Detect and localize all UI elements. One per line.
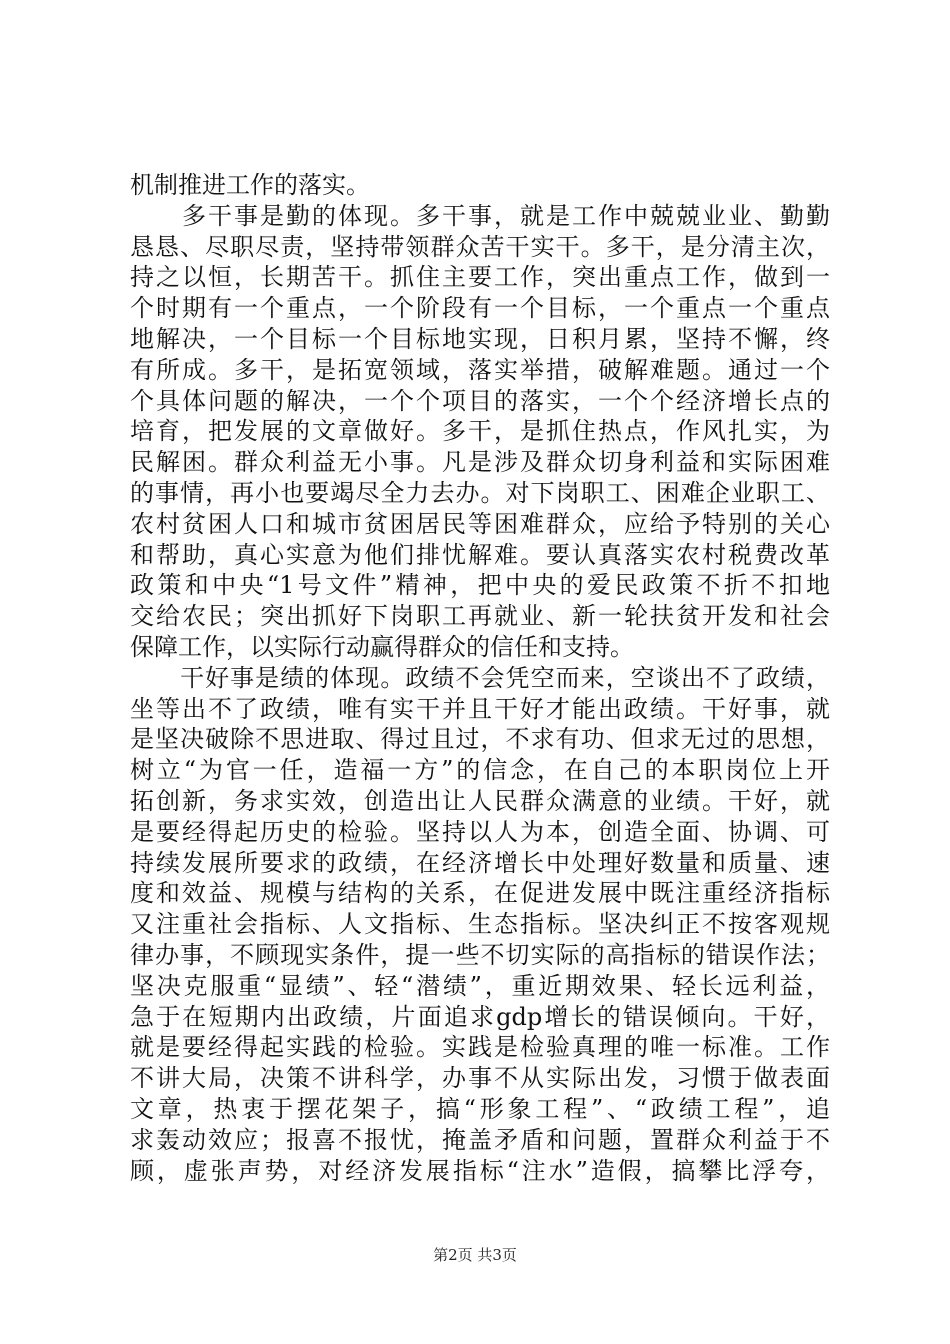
- text-line: 顾，虚张声势，对经济发展指标“注水”造假，搞攀比浮夸，: [130, 1156, 830, 1185]
- text-line: 持续发展所要求的政绩，在经济增长中处理好数量和质量、速: [130, 848, 830, 877]
- text-line: 地解决，一个目标一个目标地实现，日积月累，坚持不懈，终: [130, 324, 830, 353]
- text-line: 恳恳、尽职尽责，坚持带领群众苦干实干。多干，是分清主次，: [130, 232, 830, 261]
- text-line: 有所成。多干，是拓宽领域，落实举措，破解难题。通过一个: [130, 355, 830, 384]
- text-line: 求轰动效应；报喜不报忧，掩盖矛盾和问题，置群众利益于不: [130, 1125, 830, 1154]
- text-line: 多干事是勤的体现。多干事，就是工作中兢兢业业、勤勤: [130, 201, 830, 230]
- text-line: 就是要经得起实践的检验。实践是检验真理的唯一标准。工作: [130, 1033, 830, 1062]
- text-line: 律办事，不顾现实条件，提一些不切实际的高指标的错误作法；: [130, 940, 830, 969]
- text-line: 是要经得起历史的检验。坚持以人为本，创造全面、协调、可: [130, 817, 830, 846]
- text-line: 农村贫困人口和城市贫困居民等困难群众，应给予特别的关心: [130, 509, 830, 538]
- text-line: 保障工作，以实际行动赢得群众的信任和支持。: [130, 632, 634, 661]
- text-line: 机制推进工作的落实。: [130, 171, 370, 199]
- text-line: 文章，热衷于摆花架子，搞“形象工程”、“政绩工程”，追: [130, 1094, 830, 1123]
- text-line: 是坚决破除不思进取、得过且过，不求有功、但求无过的思想，: [130, 725, 830, 754]
- text-line: 树立“为官一任，造福一方”的信念，在自己的本职岗位上开: [130, 756, 830, 785]
- text-line: 急于在短期内出政绩，片面追求gdp增长的错误倾向。干好，: [130, 1002, 830, 1031]
- text-line: 持之以恒，长期苦干。抓住主要工作，突出重点工作，做到一: [130, 263, 830, 292]
- text-line: 度和效益、规模与结构的关系，在促进发展中既注重经济指标: [130, 879, 830, 908]
- text-line: 干好事是绩的体现。政绩不会凭空而来，空谈出不了政绩，: [130, 663, 830, 692]
- document-body: [130, 170, 830, 1186]
- text-line: 政策和中央“1号文件”精神，把中央的爱民政策不折不扣地: [130, 571, 830, 600]
- text-line: 不讲大局，决策不讲科学，办事不从实际出发，习惯于做表面: [130, 1064, 830, 1093]
- text-line: 的事情，再小也要竭尽全力去办。对下岗职工、困难企业职工、: [130, 478, 830, 507]
- text-line: 坐等出不了政绩，唯有实干并且干好才能出政绩。干好事，就: [130, 694, 830, 723]
- text-line: 个时期有一个重点，一个阶段有一个目标，一个重点一个重点: [130, 294, 830, 323]
- text-line: 培育，把发展的文章做好。多干，是抓住热点，作风扎实，为: [130, 417, 830, 446]
- text-line: 民解困。群众利益无小事。凡是涉及群众切身利益和实际困难: [130, 448, 830, 477]
- text-line: 和帮助，真心实意为他们排忧解难。要认真落实农村税费改革: [130, 540, 830, 569]
- text-line: 交给农民；突出抓好下岗职工再就业、新一轮扶贫开发和社会: [130, 602, 830, 631]
- text-line: 拓创新，务求实效，创造出让人民群众满意的业绩。干好，就: [130, 786, 830, 815]
- text-line: 坚决克服重“显绩”、轻“潜绩”，重近期效果、轻长远利益，: [130, 971, 830, 1000]
- page-footer: 第2页 共3页: [433, 1246, 517, 1264]
- text-line: 又注重社会指标、人文指标、生态指标。坚决纠正不按客观规: [130, 910, 830, 939]
- text-line: 个具体问题的解决，一个个项目的落实，一个个经济增长点的: [130, 386, 830, 415]
